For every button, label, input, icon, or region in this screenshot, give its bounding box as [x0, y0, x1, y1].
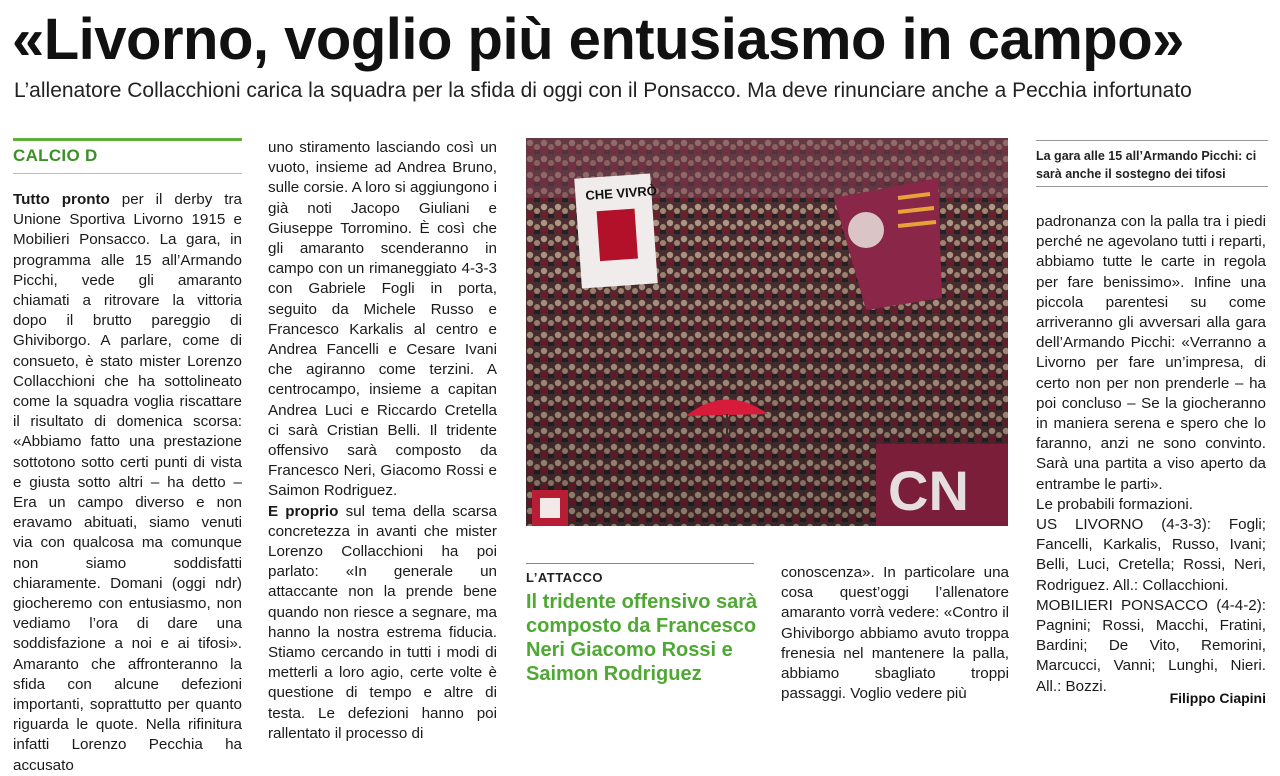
fans-photo	[526, 138, 1008, 526]
formation-livorno: US LIVORNO (4-3-3): Fogli; Fancelli, Karkalis, Russo, Ivani; Belli, Luci, Cretella; Rossi, Neri, Rodriguez. All.: Collacchioni.	[1036, 516, 1266, 594]
section-rule	[13, 138, 242, 141]
pull-quote-label: L’ATTACCO	[526, 570, 603, 585]
byline: Filippo Ciapini	[1169, 690, 1266, 706]
headline: «Livorno, voglio più entusiasmo in campo»	[12, 7, 1184, 72]
column-1-text: per il derby tra Unione Sportiva Livorno 1915 e Mobilieri Ponsacco. La gara, in programma alle 15 all’Armando Picchi, vede gli amaranto chiamati a ritrovare la vittoria dopo il brutto pareggio di Ghiviborgo. A parlare, come di consueto, è stato mister Lorenzo Collacchioni che ha sottolineato come la squadra voglia riscattare il risultato di domenica scorsa: «Abbiamo fatto una prestazione sottotono sotto certi punti di vista e giusta sotto altri – ha detto – Era un campo diverso e non eravamo abituati, siamo venuti via con qualcosa ma comunque non siamo soddisfatti chiaramente. Domani (oggi ndr) giocheremo con entusiasmo, non vediamo l’ora di dare una soddisfazione a noi e ai tifosi». Amaranto che affronteranno la sfida con alcune defezioni importanti, soprattutto per quanto riguarda le quote. Nella rifinitura infatti Lorenzo Pecchia ha accusato	[13, 191, 242, 774]
formation-ponsacco: MOBILIERI PONSACCO (4-4-2): Pagnini; Rossi, Macchi, Fratini, Bardini; De Vito, Remorini, Marcucci, Vanni; Lunghi, Nieri. All.: Bozzi.	[1036, 596, 1266, 695]
subheadline: L’allenatore Collacchioni carica la squadra per la sfida di oggi con il Ponsacco. Ma deve rinunciare anche a Pecchia infortunato	[14, 79, 1192, 102]
section-divider	[13, 173, 242, 174]
caption-divider	[1036, 186, 1268, 187]
banner-text: CHE VIVRÒ	[584, 183, 658, 204]
pull-quote-rule	[526, 563, 754, 564]
article-column-3	[781, 563, 1009, 704]
lead-in: Tutto pronto	[13, 191, 110, 208]
column-4-text: padronanza con la palla tra i piedi perché ne agevolano tutti i reparti, abbiamo tutte le carte in regola per fare benissimo». Infine una piccola parentesi su come arriveranno gli avversari alla gara dell’Armando Picchi: «Verranno a Livorno per fare un’impresa, di certo non per non prenderle – ha poi concluso – Se la giocheranno in maniera serena e spero che lo faranno, anzi ne sono convinto. Sarà una partita a viso aperto da entrambe le parti».	[1036, 213, 1266, 493]
column-2-text-1: uno stiramento lasciando così un vuoto, insieme ad Andrea Bruno, sulle corsie. A loro si aggiungono i già noti Jacopo Giuliani e Giuseppe Torromino. È così che gli amaranto scenderanno in campo con un rimaneggiato 4-3-3 con Gabriele Fogli in porta, seguito da Michele Russo e Francesco Karkalis al centro e Andrea Fancelli e Cesare Ivani che agiranno come terzini. A centrocampo, insieme a capitan Andrea Luci e Riccardo Cretella ci sarà Cristian Belli. Il tridente offensivo sarà composto da Francesco Neri, Giacomo Rossi e Saimon Rodriguez.	[268, 139, 497, 500]
crowd-image	[526, 138, 1008, 526]
article-column-4	[1036, 212, 1266, 697]
section-label: CALCIO D	[13, 146, 98, 165]
article-column-1	[13, 190, 242, 776]
lead-in-2: E proprio	[268, 502, 339, 520]
photo-caption: La gara alle 15 all’Armando Picchi: ci sarà anche il sostegno dei tifosi	[1036, 140, 1268, 183]
article-column-2	[268, 138, 497, 744]
column-3-text: conoscenza». In particolare una cosa quest’oggi l’allenatore amaranto vorrà vedere: «Contro il Ghiviborgo abbiamo avuto troppa frenesia nel mantenere la palla, abbiamo sbagliato troppi passaggi. Voglio vedere più	[781, 564, 1009, 703]
flag-text: CN	[888, 459, 969, 522]
formations-title: Le probabili formazioni.	[1036, 495, 1194, 513]
pull-quote: Il tridente offensivo sarà composto da Francesco Neri Giacomo Rossi e Saimon Rodriguez	[526, 591, 758, 685]
column-2-text-2: sul tema della scarsa concretezza in avanti che mister Lorenzo Collacchioni ha poi parlato: «In generale un attaccante non la prende bene quando non riesce a segnare, ma hanno la nostra estrema fiducia. Stiamo cercando in tutti i modi di metterli a loro agio, certe volte è questione di tempo e altre di testa. Le defezioni hanno poi rallentato il processo di	[268, 502, 497, 742]
